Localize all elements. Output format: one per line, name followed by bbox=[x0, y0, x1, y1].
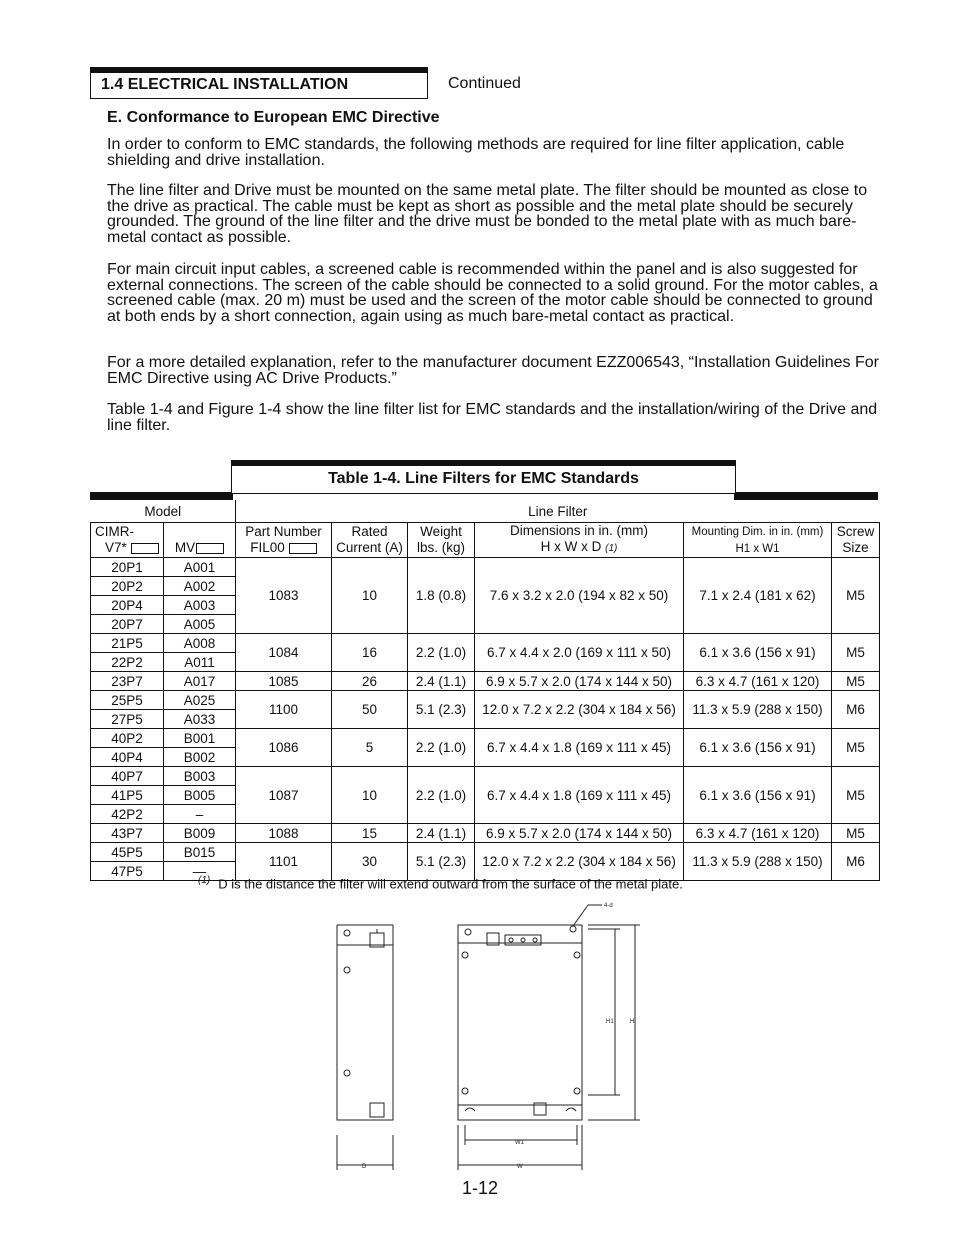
cell-dimensions: 6.7 x 4.4 x 2.0 (169 x 111 x 50) bbox=[475, 634, 684, 672]
cell-mv-model: A008 bbox=[164, 634, 236, 653]
filter-dimension-figure bbox=[330, 895, 660, 1175]
filter-side-view bbox=[337, 925, 393, 1170]
cell-rated-current: 10 bbox=[332, 558, 408, 634]
cell-part-number: 1086 bbox=[236, 729, 332, 767]
continued-label: Continued bbox=[448, 75, 521, 92]
cell-mounting-dim: 6.3 x 4.7 (161 x 120) bbox=[684, 824, 832, 843]
cell-dimensions: 12.0 x 7.2 x 2.2 (304 x 184 x 56) bbox=[475, 843, 684, 881]
cell-dimensions: 6.7 x 4.4 x 1.8 (169 x 111 x 45) bbox=[475, 729, 684, 767]
cell-cimr-model: 20P4 bbox=[91, 596, 164, 615]
cell-cimr-model: 43P7 bbox=[91, 824, 164, 843]
cell-weight: 2.2 (1.0) bbox=[408, 729, 475, 767]
table-caption: Table 1-4. Line Filters for EMC Standards bbox=[328, 470, 639, 487]
line-filter-table bbox=[90, 500, 880, 881]
cell-weight: 5.1 (2.3) bbox=[408, 691, 475, 729]
cell-weight: 2.4 (1.1) bbox=[408, 824, 475, 843]
cell-weight: 2.4 (1.1) bbox=[408, 672, 475, 691]
table-row bbox=[91, 843, 880, 862]
label-w: W bbox=[517, 1164, 523, 1170]
section-header-tab bbox=[90, 67, 428, 99]
cell-screw-size: M5 bbox=[832, 672, 880, 691]
cell-mv-model: A003 bbox=[164, 596, 236, 615]
col-part-number: Part Number FIL00 bbox=[236, 523, 332, 558]
table-row bbox=[91, 558, 880, 577]
cell-screw-size: M5 bbox=[832, 729, 880, 767]
footnote-marker: (1) bbox=[198, 875, 211, 886]
cell-cimr-model: 27P5 bbox=[91, 710, 164, 729]
cell-dimensions: 6.9 x 5.7 x 2.0 (174 x 144 x 50) bbox=[475, 672, 684, 691]
cell-part-number: 1084 bbox=[236, 634, 332, 672]
filter-front-view bbox=[458, 905, 640, 1170]
line-filter-group-header: Line Filter bbox=[236, 500, 880, 523]
cell-mv-model: B003 bbox=[164, 767, 236, 786]
cell-mounting-dim: 11.3 x 5.9 (288 x 150) bbox=[684, 843, 832, 881]
col-dimensions: Dimensions in in. (mm) H x W x D (1) bbox=[475, 523, 684, 558]
cell-weight: 2.2 (1.0) bbox=[408, 634, 475, 672]
cell-mounting-dim: 7.1 x 2.4 (181 x 62) bbox=[684, 558, 832, 634]
cell-mv-model: A025 bbox=[164, 691, 236, 710]
cell-screw-size: M6 bbox=[832, 843, 880, 881]
col-weight: Weight lbs. (kg) bbox=[408, 523, 475, 558]
cell-cimr-model: 20P7 bbox=[91, 615, 164, 634]
cell-mv-model: A005 bbox=[164, 615, 236, 634]
cell-mounting-dim: 6.1 x 3.6 (156 x 91) bbox=[684, 729, 832, 767]
col-mounting: Mounting Dim. in in. (mm) H1 x W1 bbox=[684, 523, 832, 558]
cell-part-number: 1083 bbox=[236, 558, 332, 634]
table-caption-tab bbox=[231, 460, 736, 494]
cell-dimensions: 7.6 x 3.2 x 2.0 (194 x 82 x 50) bbox=[475, 558, 684, 634]
label-4d: 4-d bbox=[604, 903, 613, 909]
table-row bbox=[91, 634, 880, 653]
label-w1: W1 bbox=[515, 1140, 524, 1146]
cell-mounting-dim: 6.3 x 4.7 (161 x 120) bbox=[684, 672, 832, 691]
cell-dimensions: 12.0 x 7.2 x 2.2 (304 x 184 x 56) bbox=[475, 691, 684, 729]
cell-weight: 2.2 (1.0) bbox=[408, 767, 475, 824]
cell-screw-size: M5 bbox=[832, 634, 880, 672]
cell-part-number: 1101 bbox=[236, 843, 332, 881]
footnote-text: D is the distance the filter will extend outward from the surface of the metal plate. bbox=[218, 876, 683, 892]
cell-cimr-model: 20P1 bbox=[91, 558, 164, 577]
cell-cimr-model: 25P5 bbox=[91, 691, 164, 710]
cell-cimr-model: 20P2 bbox=[91, 577, 164, 596]
cell-cimr-model: 21P5 bbox=[91, 634, 164, 653]
paragraph-5: Table 1-4 and Figure 1-4 show the line filter list for EMC standards and the installation/wiring of the Drive and line filter. bbox=[107, 401, 878, 434]
paragraph-2: The line filter and Drive must be mounted on the same metal plate. The filter should be mounted as close to the drive as practical. The cable must be kept as short as possible and the metal plate should be securely grounded. The ground of the line filter and the drive must be bonded to the metal plate with as much bare-metal contact as possible. bbox=[107, 182, 868, 246]
cell-mv-model: A011 bbox=[164, 653, 236, 672]
table-row bbox=[91, 729, 880, 748]
cell-cimr-model: 40P4 bbox=[91, 748, 164, 767]
cell-cimr-model: 41P5 bbox=[91, 786, 164, 805]
cell-mounting-dim: 6.1 x 3.6 (156 x 91) bbox=[684, 767, 832, 824]
footnote bbox=[198, 875, 683, 891]
subheading: E. Conformance to European EMC Directive bbox=[107, 109, 440, 126]
model-code-box bbox=[196, 543, 224, 554]
table-row bbox=[91, 691, 880, 710]
cell-mv-model: B015 bbox=[164, 843, 236, 862]
cell-rated-current: 30 bbox=[332, 843, 408, 881]
cell-rated-current: 15 bbox=[332, 824, 408, 843]
cell-part-number: 1085 bbox=[236, 672, 332, 691]
cell-part-number: 1100 bbox=[236, 691, 332, 729]
section-title: 1.4 ELECTRICAL INSTALLATION bbox=[101, 76, 349, 93]
cell-screw-size: M5 bbox=[832, 558, 880, 634]
cell-cimr-model: 40P7 bbox=[91, 767, 164, 786]
cell-mv-model: B009 bbox=[164, 824, 236, 843]
cell-mv-model: A001 bbox=[164, 558, 236, 577]
col-cimr: CIMR- V7* bbox=[91, 523, 164, 558]
model-group-header: Model bbox=[91, 500, 236, 523]
cell-cimr-model: 23P7 bbox=[91, 672, 164, 691]
cell-rated-current: 26 bbox=[332, 672, 408, 691]
cell-cimr-model: 47P5 bbox=[91, 862, 164, 881]
cell-cimr-model: 22P2 bbox=[91, 653, 164, 672]
model-code-box bbox=[131, 543, 159, 554]
cell-dimensions: 6.9 x 5.7 x 2.0 (174 x 144 x 50) bbox=[475, 824, 684, 843]
cell-part-number: 1087 bbox=[236, 767, 332, 824]
cell-mounting-dim: 6.1 x 3.6 (156 x 91) bbox=[684, 634, 832, 672]
cell-weight: 1.8 (0.8) bbox=[408, 558, 475, 634]
cell-rated-current: 10 bbox=[332, 767, 408, 824]
cell-cimr-model: 42P2 bbox=[91, 805, 164, 824]
cell-rated-current: 5 bbox=[332, 729, 408, 767]
cell-cimr-model: 40P2 bbox=[91, 729, 164, 748]
col-screw: Screw Size bbox=[832, 523, 880, 558]
label-d: D bbox=[362, 1164, 367, 1170]
cell-mv-model: B002 bbox=[164, 748, 236, 767]
cell-dimensions: 6.7 x 4.4 x 1.8 (169 x 111 x 45) bbox=[475, 767, 684, 824]
cell-part-number: 1088 bbox=[236, 824, 332, 843]
cell-screw-size: M6 bbox=[832, 691, 880, 729]
page-number: 1-12 bbox=[462, 1178, 499, 1198]
paragraph-4: For a more detailed explanation, refer to the manufacturer document EZZ006543, “Installation Guidelines For EMC Directive using AC Drive Products.” bbox=[107, 354, 879, 387]
paragraph-1: In order to conform to EMC standards, the following methods are required for line filter application, cable shielding and drive installation. bbox=[107, 136, 845, 169]
paragraph-3: For main circuit input cables, a screened cable is recommended within the panel and is also suggested for external connections. The screen of the cable should be connected to a solid ground. For the motor cables, a screened cable (max. 20 m) must be used and the screen of the motor cable should be connected to ground at both ends by a short connection, again using as much bare-metal contact as practical. bbox=[107, 261, 878, 325]
part-code-box bbox=[289, 543, 317, 554]
label-h: H bbox=[630, 1019, 635, 1025]
table-row bbox=[91, 672, 880, 691]
table-row bbox=[91, 767, 880, 786]
cell-weight: 5.1 (2.3) bbox=[408, 843, 475, 881]
cell-rated-current: 16 bbox=[332, 634, 408, 672]
col-rated-current: Rated Current (A) bbox=[332, 523, 408, 558]
cell-rated-current: 50 bbox=[332, 691, 408, 729]
cell-cimr-model: 45P5 bbox=[91, 843, 164, 862]
cell-mv-model: – bbox=[164, 805, 236, 824]
cell-mv-model: — bbox=[164, 862, 236, 881]
cell-mv-model: A033 bbox=[164, 710, 236, 729]
cell-screw-size: M5 bbox=[832, 767, 880, 824]
cell-mv-model: A017 bbox=[164, 672, 236, 691]
cell-mv-model: B001 bbox=[164, 729, 236, 748]
cell-screw-size: M5 bbox=[832, 824, 880, 843]
cell-mounting-dim: 11.3 x 5.9 (288 x 150) bbox=[684, 691, 832, 729]
table-row bbox=[91, 824, 880, 843]
label-h1: H1 bbox=[606, 1019, 614, 1025]
cell-mv-model: B005 bbox=[164, 786, 236, 805]
cell-mv-model: A002 bbox=[164, 577, 236, 596]
col-mv: MV bbox=[164, 523, 236, 558]
